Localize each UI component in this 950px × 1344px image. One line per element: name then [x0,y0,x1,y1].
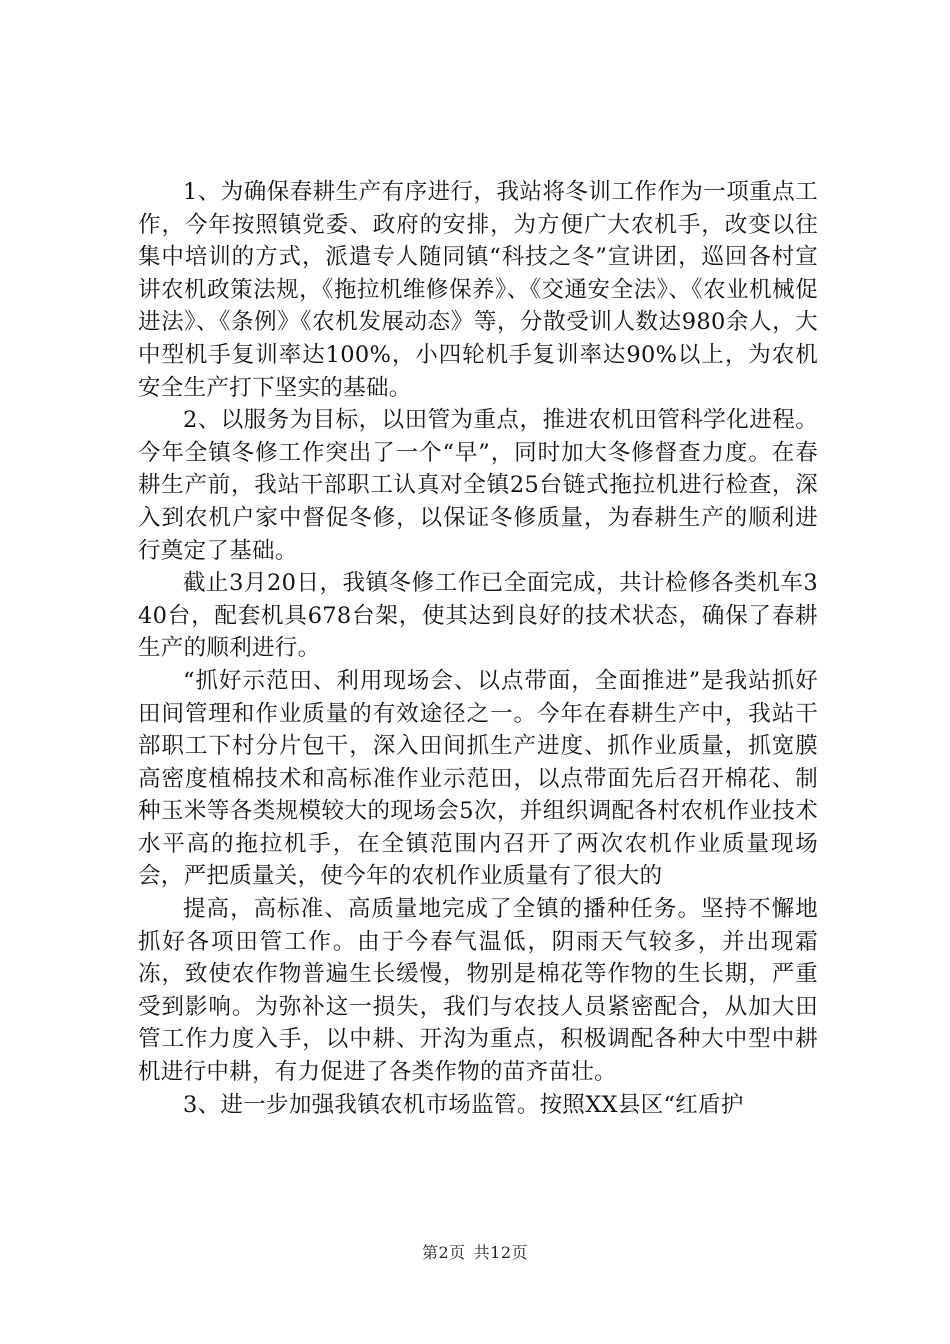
page-footer [0,1243,950,1263]
paragraph-winter-training: 1、为确保春耕生产有序进行，我站将冬训工作作为一项重点工作，今年按照镇党委、政府的安排，为方便广大农机手，改变以往集中培训的方式，派遣专人随同镇“科技之冬”宣讲团，巡回各村宣讲农机政策法规，《拖拉机维修保养》、《交通安全法》、《农业机械促进法》、《条例》《农机发展动态》等，分散受训人数达980余人，大中型机手复训率达100%，小四轮机手复训率达90%以上，为农机安全生产打下坚实的基础。 [138,179,818,401]
paragraph-demonstration-fields: “抓好示范田、利用现场会、以点带面，全面推进”是我站抓好田间管理和作业质量的有效途径之一。今年在春耕生产中，我站干部职工下村分片包干，深入田间抓生产进度、抓作业质量，抓宽膜高密度植棉技术和高标准作业示范田，以点带面先后召开棉花、制种玉米等各类规模较大的现场会5次，并组织调配各村农机作业技术水平高的拖拉机手，在全镇范围内召开了两次农机作业质量现场会，严把质量关，使今年的农机作业质量有了很大的 [138,667,818,890]
page-total: 共12页 [473,1243,529,1262]
paragraph-maintenance-completion: 截止3月20日，我镇冬修工作已全面完成，共计检修各类机车340台，配套机具678台架，使其达到良好的技术状态，确保了春耕生产的顺利进行。 [138,570,818,662]
paragraph-field-management: 2、以服务为目标，以田管为重点，推进农机田管科学化进程。今年全镇冬修工作突出了一个“早”，同时加大冬修督查力度。在春耕生产前，我站干部职工认真对全镇25台链式拖拉机进行检查，深入到农机户家中督促冬修，以保证冬修质量，为春耕生产的顺利进行奠定了基础。 [138,407,818,564]
paragraph-quality-improvement: 提高，高标准、高质量地完成了全镇的播种任务。坚持不懈地抓好各项田管工作。由于今春气温低，阴雨天气较多，并出现霜冻，致使农作物普遍生长缓慢，物别是棉花等作物的生长期，严重受到影响。为弥补这一损失，我们与农技人员紧密配合，从加大田管工作力度入手，以中耕、开沟为重点，积极调配各种大中型中耕机进行中耕，有力促进了各类作物的苗齐苗壮。 [138,896,818,1086]
page-number: 第2页 [421,1243,466,1262]
document-body [138,176,818,1121]
paragraph-market-supervision: 3、进一步加强我镇农机市场监管。按照XX县区“红盾护 [183,1091,744,1118]
